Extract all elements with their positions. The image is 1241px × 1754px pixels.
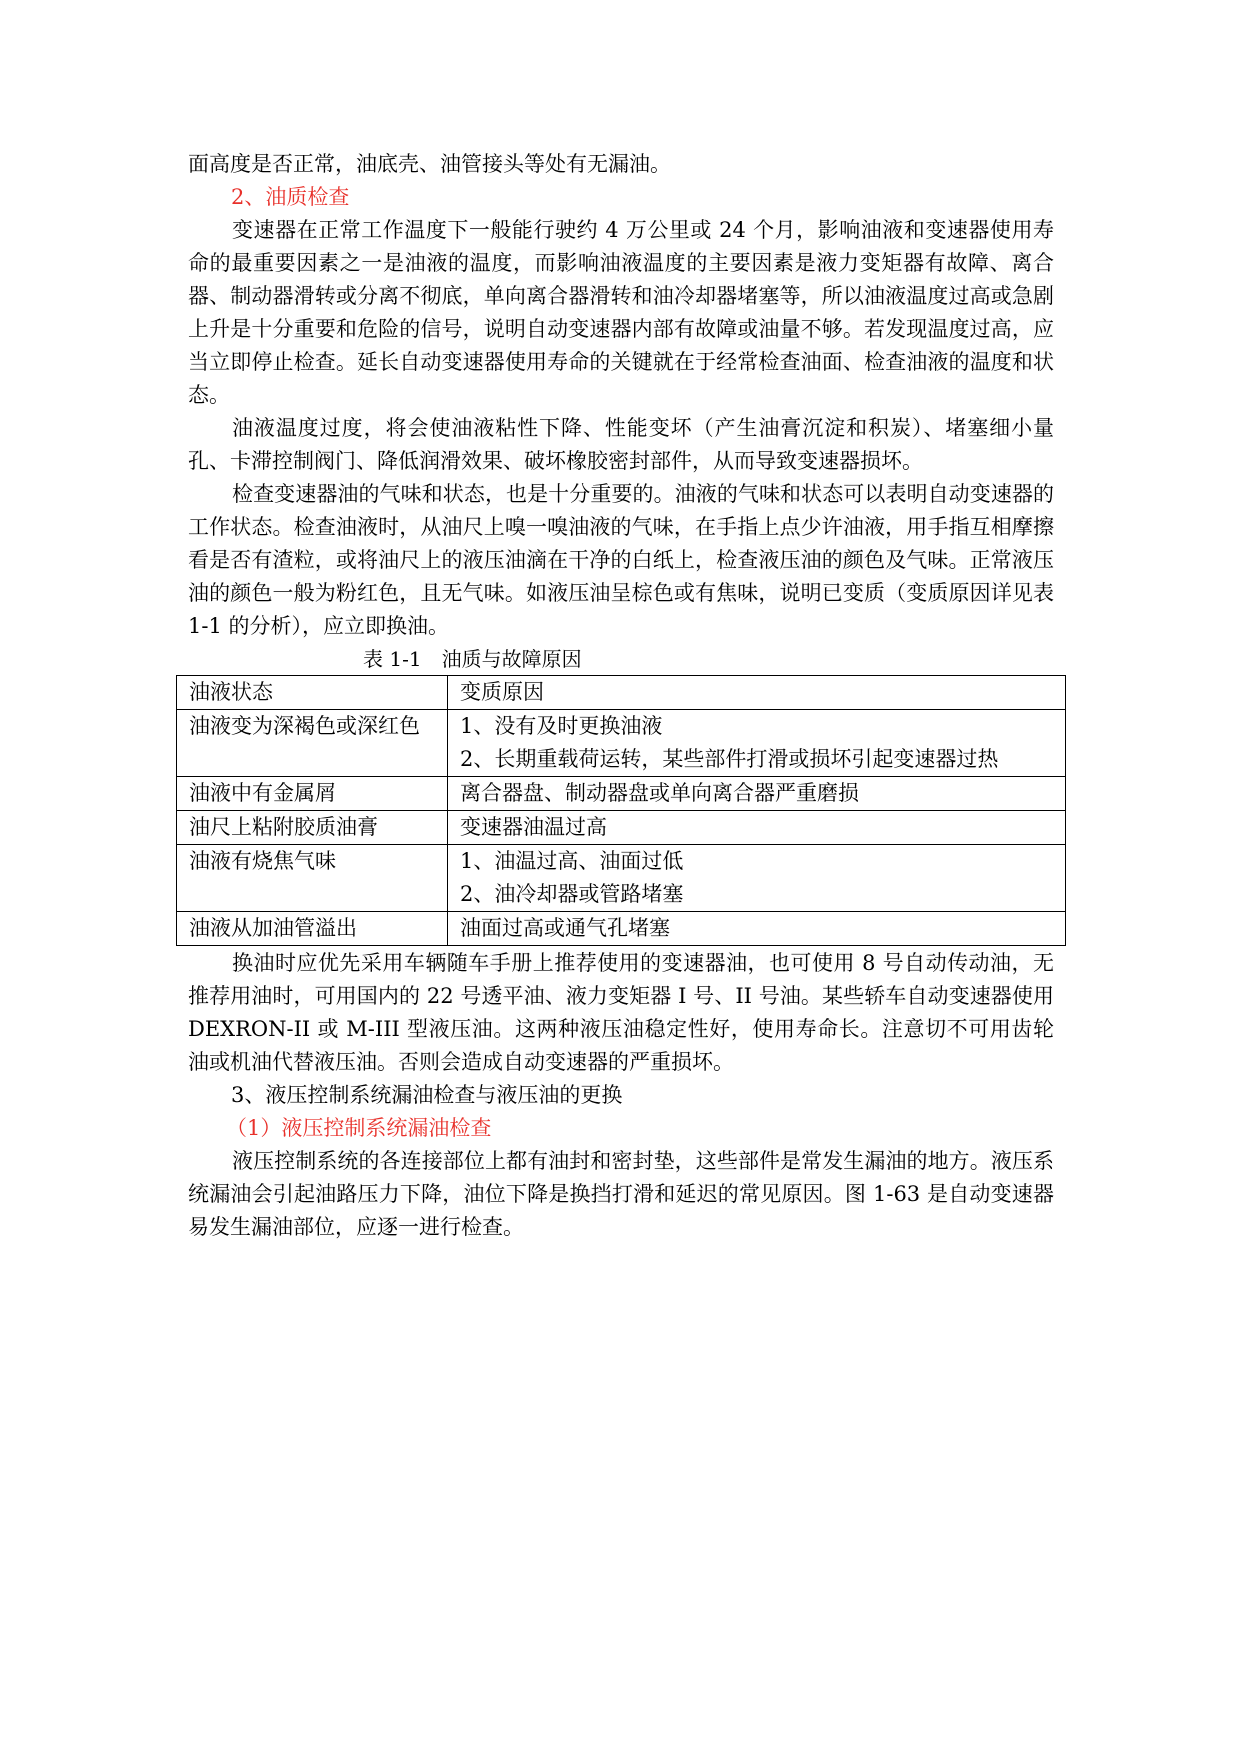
table-row (177, 811, 1066, 845)
cause-line: 1、油温过高、油面过低 (460, 849, 684, 873)
table-row (177, 777, 1066, 811)
table-cell-cause: 油面过高或通气孔堵塞 (448, 912, 1066, 946)
cause-line: 2、长期重载荷运转，某些部件打滑或损坏引起变速器过热 (460, 747, 999, 771)
table-cell-cause (448, 845, 1066, 912)
oil-quality-table (176, 675, 1066, 946)
table-cell-state: 油尺上粘附胶质油膏 (177, 811, 448, 845)
table-row (177, 912, 1066, 946)
paragraph-oil-smell-check: 检查变速器油的气味和状态，也是十分重要的。油液的气味和状态可以表明自动变速器的工作状态。检查油液时，从油尺上嗅一嗅油液的气味，在手指上点少许油液，用手指互相摩擦看是否有渣粒，或将油尺上的液压油滴在干净的白纸上，检查液压油的颜色及气味。正常液压油的颜色一般为粉红色，且无气味。如液压油呈棕色或有焦味，说明已变质（变质原因详见表 1-1 的分析），应立即换油。 (188, 482, 1054, 638)
table-cell-state: 油液变为深褐色或深红色 (177, 710, 448, 777)
table-row (177, 710, 1066, 777)
section-3-title: 3、液压控制系统漏油检查与液压油的更换 (231, 1083, 623, 1107)
document-body (188, 148, 1054, 1244)
table-cell-cause: 变速器油温过高 (448, 811, 1066, 845)
paragraph-oil-replacement: 换油时应优先采用车辆随车手册上推荐使用的变速器油，也可使用 8 号自动传动油，无推荐用油时，可用国内的 22 号透平油、液力变矩器 I 号、II 号油。某些轿车自动变速器使用 DEXRON-II 或 M-III 型液压油。这两种液压油稳定性好，使用寿命长。注意切不可用齿轮油或机油代替液压油。否则会造成自动变速器的严重损坏。 (188, 951, 1054, 1074)
table-cell-state: 油液有烧焦气味 (177, 845, 448, 912)
paragraph-overheat-effects: 油液温度过度，将会使油液粘性下降、性能变坏（产生油膏沉淀和积炭）、堵塞细小量孔、卡滞控制阀门、降低润滑效果、破坏橡胶密封部件，从而导致变速器损坏。 (188, 416, 1054, 473)
paragraph-oil-temperature: 变速器在正常工作温度下一般能行驶约 4 万公里或 24 个月，影响油液和变速器使用寿命的最重要因素之一是油液的温度，而影响油液温度的主要因素是液力变矩器有故障、离合器、制动器滑转或分离不彻底，单向离合器滑转和油冷却器堵塞等，所以油液温度过高或急剧上升是十分重要和危险的信号，说明自动变速器内部有故障或油量不够。若发现温度过高，应当立即停止检查。延长自动变速器使用寿命的关键就在于经常检查油面、检查油液的温度和状态。 (188, 218, 1054, 407)
table-header-state: 油液状态 (177, 676, 448, 710)
table-row (177, 845, 1066, 912)
table-cell-cause (448, 710, 1066, 777)
table-cell-state: 油液中有金属屑 (177, 777, 448, 811)
table-header-cause: 变质原因 (448, 676, 1066, 710)
intro-tail-paragraph: 面高度是否正常，油底壳、油管接头等处有无漏油。 (188, 152, 671, 176)
paragraph-leak-check: 液压控制系统的各连接部位上都有油封和密封垫，这些部件是常发生漏油的地方。液压系统漏油会引起油路压力下降，油位下降是换挡打滑和延迟的常见原因。图 1-63 是自动变速器易发生漏油部位，应逐一进行检查。 (188, 1149, 1054, 1239)
table-caption: 表 1-1 油质与故障原因 (363, 647, 582, 671)
cause-line: 2、油冷却器或管路堵塞 (460, 882, 684, 906)
section-2-title: 2、油质检查 (231, 185, 350, 209)
cause-line: 1、没有及时更换油液 (460, 714, 663, 738)
table-cell-state: 油液从加油管溢出 (177, 912, 448, 946)
table-header-row (177, 676, 1066, 710)
table-cell-cause: 离合器盘、制动器盘或单向离合器严重磨损 (448, 777, 1066, 811)
subsection-1-title: （1）液压控制系统漏油检查 (226, 1116, 492, 1140)
